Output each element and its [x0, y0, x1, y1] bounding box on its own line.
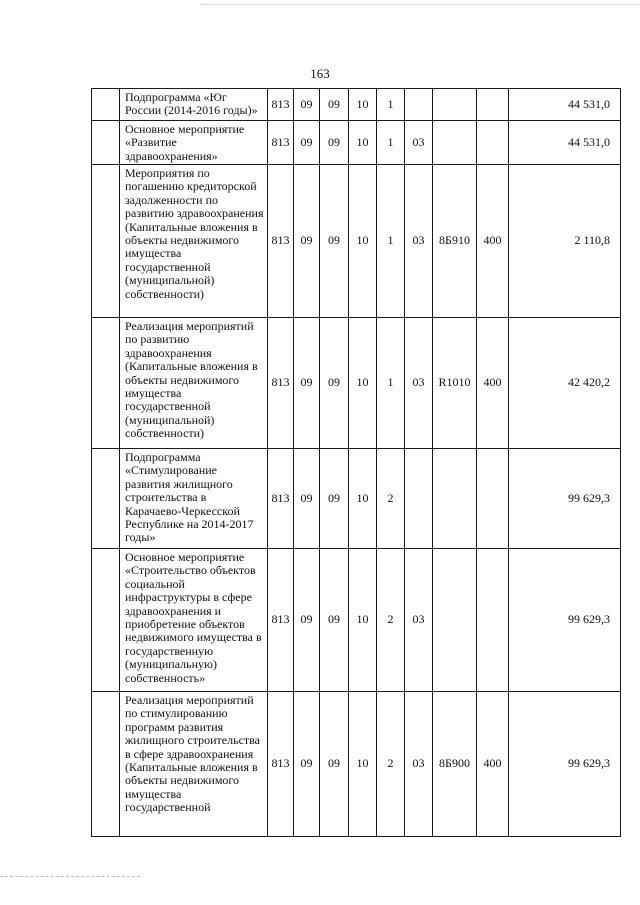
amount-cell: 99 629,3 [509, 692, 621, 837]
activity-code-cell: 03 [405, 318, 433, 449]
section-code-cell: 09 [294, 318, 320, 449]
expense-type-code-cell [477, 449, 509, 549]
expense-type-code-cell: 400 [477, 165, 509, 318]
amount-cell: 42 420,2 [509, 318, 621, 449]
direction-code-cell: R1010 [433, 318, 477, 449]
expense-type-code-cell [477, 89, 509, 121]
activity-code-cell: 03 [405, 121, 433, 165]
program-code-cell: 10 [349, 121, 377, 165]
amount-cell: 44 531,0 [509, 121, 621, 165]
name-cell: Подпрограмма «Юг России (2014-2016 годы)» [120, 89, 268, 121]
activity-code-cell: 03 [405, 549, 433, 692]
program-code-cell: 10 [349, 549, 377, 692]
expense-type-code-cell: 400 [477, 318, 509, 449]
table-row [92, 549, 621, 692]
name-cell: Подпрограмма «Стимулирование развития жилищного строительства в Карачаево-Черкесской Республике на 2014-2017 годы» [120, 449, 268, 549]
subsection-code-cell: 09 [320, 89, 349, 121]
name-cell: Реализация мероприятий по развитию здравоохранения (Капитальные вложения в объекты недвижимого имущества государственной (муниципальной) собственности) [120, 318, 268, 449]
direction-code-cell: 8Б910 [433, 165, 477, 318]
amount-cell: 44 531,0 [509, 89, 621, 121]
subprogram-code-cell: 1 [377, 165, 405, 318]
ministry-code-cell: 813 [268, 89, 294, 121]
activity-code-cell: 03 [405, 165, 433, 318]
section-code-cell: 09 [294, 121, 320, 165]
budget-table [91, 88, 621, 837]
direction-code-cell [433, 549, 477, 692]
table-row [92, 318, 621, 449]
expense-type-code-cell [477, 121, 509, 165]
subsection-code-cell: 09 [320, 121, 349, 165]
section-code-cell: 09 [294, 549, 320, 692]
program-code-cell: 10 [349, 449, 377, 549]
table-row [92, 89, 621, 121]
row-index-cell [92, 549, 120, 692]
direction-code-cell [433, 121, 477, 165]
subsection-code-cell: 09 [320, 692, 349, 837]
row-index-cell [92, 449, 120, 549]
ministry-code-cell: 813 [268, 549, 294, 692]
amount-cell: 2 110,8 [509, 165, 621, 318]
table-row [92, 449, 621, 549]
row-index-cell [92, 318, 120, 449]
subsection-code-cell: 09 [320, 318, 349, 449]
direction-code-cell [433, 89, 477, 121]
name-cell: Реализация мероприятий по стимулированию программ развития жилищного строительства в сфере здравоохранения (Капитальные вложения в объекты недвижимого имущества государственной [120, 692, 268, 837]
name-cell: Мероприятия по погашению кредиторской задолженности по развитию здравоохранения (Капитальные вложения в объекты недвижимого имущества государственной (муниципальной) собственности) [120, 165, 268, 318]
table-row [92, 165, 621, 318]
subprogram-code-cell: 1 [377, 121, 405, 165]
row-index-cell [92, 121, 120, 165]
program-code-cell: 10 [349, 165, 377, 318]
expense-type-code-cell [477, 549, 509, 692]
direction-code-cell [433, 449, 477, 549]
direction-code-cell: 8Б900 [433, 692, 477, 837]
section-code-cell: 09 [294, 89, 320, 121]
expense-type-code-cell: 400 [477, 692, 509, 837]
program-code-cell: 10 [349, 89, 377, 121]
program-code-cell: 10 [349, 692, 377, 837]
ministry-code-cell: 813 [268, 318, 294, 449]
subsection-code-cell: 09 [320, 449, 349, 549]
program-code-cell: 10 [349, 318, 377, 449]
name-cell: Основное мероприятие «Развитие здравоохранения» [120, 121, 268, 165]
ministry-code-cell: 813 [268, 121, 294, 165]
subprogram-code-cell: 2 [377, 449, 405, 549]
ministry-code-cell: 813 [268, 165, 294, 318]
subsection-code-cell: 09 [320, 165, 349, 318]
section-code-cell: 09 [294, 692, 320, 837]
subsection-code-cell: 09 [320, 549, 349, 692]
activity-code-cell: 03 [405, 692, 433, 837]
activity-code-cell [405, 89, 433, 121]
scan-artifact-top-rule [200, 4, 640, 5]
subprogram-code-cell: 2 [377, 549, 405, 692]
row-index-cell [92, 165, 120, 318]
scan-artifact-bottom-rule [0, 876, 140, 877]
section-code-cell: 09 [294, 449, 320, 549]
subprogram-code-cell: 1 [377, 318, 405, 449]
subprogram-code-cell: 1 [377, 89, 405, 121]
ministry-code-cell: 813 [268, 449, 294, 549]
section-code-cell: 09 [294, 165, 320, 318]
amount-cell: 99 629,3 [509, 549, 621, 692]
row-index-cell [92, 692, 120, 837]
table-row [92, 692, 621, 837]
row-index-cell [92, 89, 120, 121]
activity-code-cell [405, 449, 433, 549]
subprogram-code-cell: 2 [377, 692, 405, 837]
page-number: 163 [310, 66, 330, 81]
ministry-code-cell: 813 [268, 692, 294, 837]
table-row [92, 121, 621, 165]
name-cell: Основное мероприятие «Строительство объектов социальной инфраструктуры в сфере здравоохранения и приобретение объектов недвижимого имущества в государственную (муниципальную) собственность» [120, 549, 268, 692]
amount-cell: 99 629,3 [509, 449, 621, 549]
